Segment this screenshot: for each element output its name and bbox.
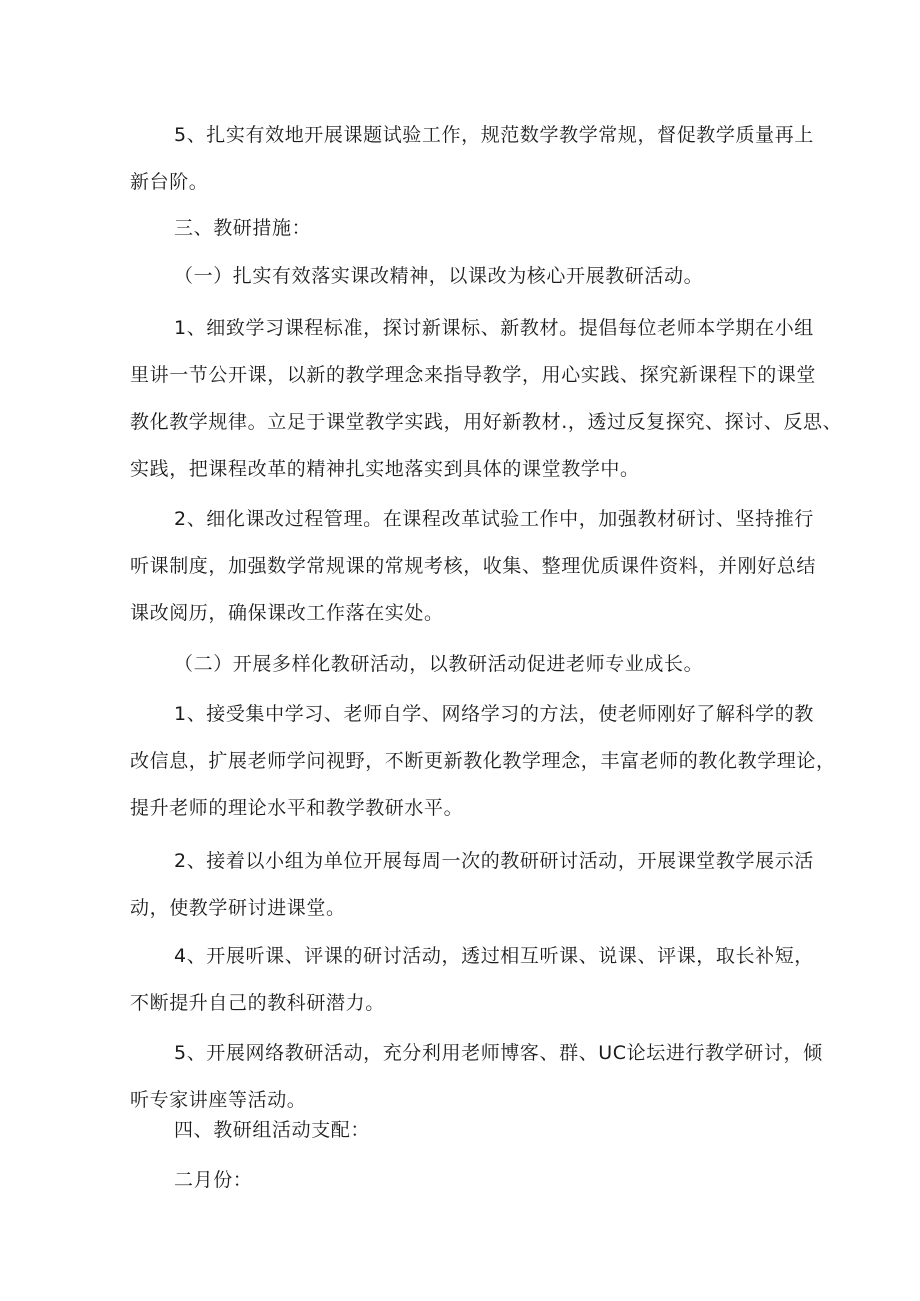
paragraph-measure-1-1 bbox=[130, 305, 843, 493]
text-line: 三、教研措施： bbox=[174, 217, 312, 239]
text-line: 1、细致学习课程标准，探讨新课标、新教材。提倡每位老师本学期在小组 bbox=[174, 317, 814, 339]
text-line: 4、开展听课、评课的研讨活动，透过相互听课、说课、评课，取长补短， bbox=[174, 945, 814, 967]
paragraph-measure-2-4 bbox=[130, 933, 814, 1027]
text-line: 动，使教学研讨进课堂。 bbox=[130, 897, 346, 919]
text-line: （一）扎实有效落实课改精神，以课改为核心开展教研活动。 bbox=[174, 265, 704, 287]
text-line: 提升老师的理论水平和教学教研水平。 bbox=[130, 797, 464, 819]
section-heading-measures bbox=[130, 205, 790, 252]
subsection-heading-1 bbox=[130, 253, 790, 300]
text-line: 二月份： bbox=[174, 1169, 253, 1191]
text-line: 新台阶。 bbox=[130, 171, 209, 193]
text-line: （二）开展多样化教研活动，以教研活动促进老师专业成长。 bbox=[174, 653, 704, 675]
paragraph-goal-5 bbox=[130, 112, 814, 206]
text-line: 2、细化课改过程管理。在课程改革试验工作中，加强教材研讨、坚持推行 bbox=[174, 508, 814, 530]
paragraph-measure-2-1 bbox=[130, 691, 836, 832]
text-line: 听专家讲座等活动。 bbox=[130, 1089, 307, 1111]
text-line: 四、教研组活动支配： bbox=[174, 1119, 371, 1141]
text-line: 里讲一节公开课，以新的教学理念来指导教学，用心实践、探究新课程下的课堂 bbox=[130, 364, 817, 386]
text-line: 听课制度，加强数学常规课的常规考核，收集、整理优质课件资料，并刚好总结 bbox=[130, 555, 817, 577]
text-line: 教化教学规律。立足于课堂教学实践，用好新教材.，透过反复探究、探讨、反思、 bbox=[130, 411, 843, 433]
text-line: 课改阅历，确保课改工作落在实处。 bbox=[130, 602, 444, 624]
text-line: 1、接受集中学习、老师自学、网络学习的方法，使老师刚好了解科学的教 bbox=[174, 703, 814, 725]
text-line: 5、开展网络教研活动，充分利用老师博客、群、UC论坛进行教学研讨，倾 bbox=[174, 1042, 823, 1064]
month-heading-february bbox=[130, 1157, 790, 1204]
paragraph-measure-1-2 bbox=[130, 496, 817, 637]
text-line: 5、扎实有效地开展课题试验工作，规范数学教学常规，督促教学质量再上 bbox=[174, 124, 814, 146]
text-line: 不断提升自己的教科研潜力。 bbox=[130, 992, 385, 1014]
subsection-heading-2 bbox=[130, 641, 790, 688]
text-line: 2、接着以小组为单位开展每周一次的教研研讨活动，开展课堂教学展示活 bbox=[174, 850, 814, 872]
section-heading-activities bbox=[130, 1107, 790, 1154]
paragraph-measure-2-2 bbox=[130, 838, 814, 932]
text-line: 实践，把课程改革的精神扎实地落实到具体的课堂教学中。 bbox=[130, 458, 640, 480]
text-line: 改信息，扩展老师学问视野，不断更新教化教学理念，丰富老师的教化教学理论， bbox=[130, 750, 836, 772]
